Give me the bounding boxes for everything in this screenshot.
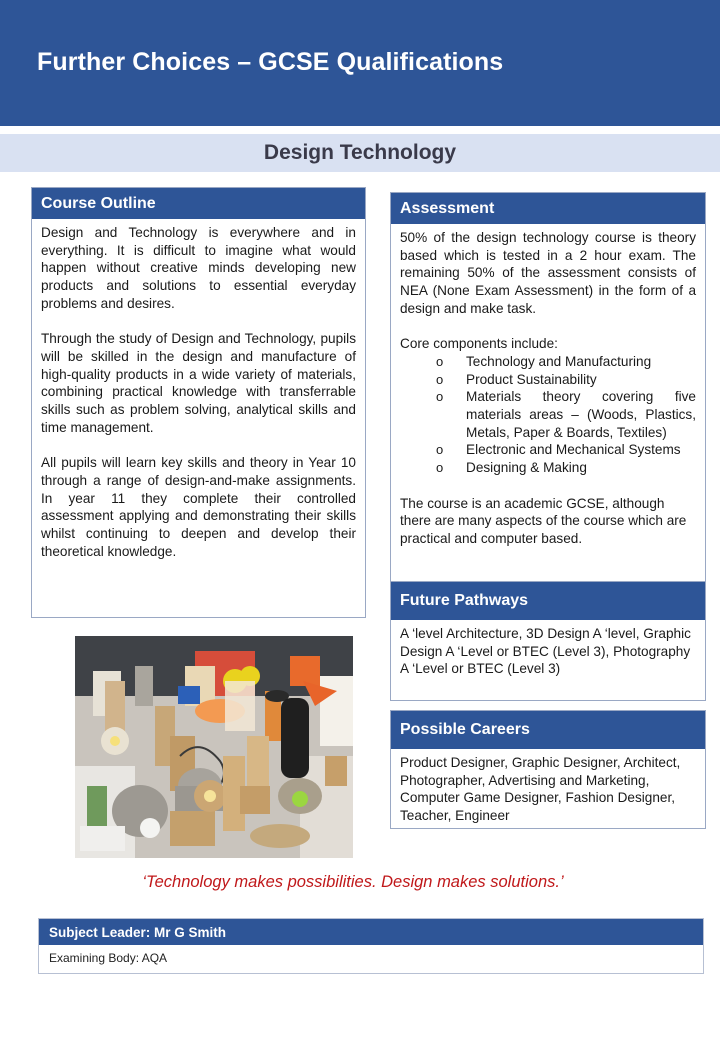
page-header [0, 0, 720, 126]
course-outline-body [32, 219, 365, 566]
future-pathways-title: Future Pathways [391, 582, 705, 620]
core-components-list [400, 353, 696, 477]
course-outline-box [31, 187, 366, 618]
list-item: o Designing & Making [436, 460, 587, 476]
possible-careers-title: Possible Careers [391, 711, 705, 749]
bullet-icon: o [436, 460, 444, 476]
assessment-box [390, 192, 706, 582]
list-item: o Materials theory covering five materials areas – (Woods, Plastics, Metals, Paper & Boards, Textiles) [436, 389, 696, 440]
future-pathways-box [390, 581, 706, 701]
assessment-intro: 50% of the design technology course is theory based which is tested in a 2 hour exam. The remaining 50% of the assessment consists of NEA (None Exam Assessment) in the form of a design and make task. [400, 230, 696, 316]
list-item: o Technology and Manufacturing [436, 353, 652, 369]
course-outline-paragraph: Design and Technology is everywhere and in everything. It is difficult to imagine what would happen without creative minds developing new products and solutions to essential everyday problems and desires. [41, 225, 356, 311]
subject-leader-title: Subject Leader: Mr G Smith [39, 919, 703, 945]
motto-quote: ‘Technology makes possibilities. Design makes solutions.’ [142, 873, 564, 891]
assessment-closing: The course is an academic GCSE, although there are many aspects of the course which are practical and computer based. [400, 495, 687, 546]
page-title: Further Choices – GCSE Qualifications [37, 48, 504, 76]
assessment-body [391, 224, 705, 554]
design-products-photo [75, 636, 353, 858]
course-outline-title: Course Outline [32, 188, 365, 219]
list-item: o Electronic and Mechanical Systems [436, 442, 681, 458]
course-outline-paragraph: All pupils will learn key skills and theory in Year 10 through a range of design-and-make assignments. In year 11 they complete their controlled assessment applying and demonstrating their skills whilst continuing to deepen and develop their theoretical knowledge. [41, 455, 356, 559]
subject-bar [0, 134, 720, 172]
bullet-icon: o [436, 371, 444, 387]
assessment-title: Assessment [391, 193, 705, 224]
possible-careers-box [390, 710, 706, 829]
possible-careers-body: Product Designer, Graphic Designer, Architect, Photographer, Advertising and Marketing, Computer Game Designer, Fashion Designer, Teacher, Engineer [400, 755, 681, 824]
future-pathways-body: A ‘level Architecture, 3D Design A ‘level, Graphic Design A ‘Level or BTEC (Level 3), Photography A ‘Level or BTEC (Level 3) [400, 626, 691, 677]
subject-leader-box [38, 918, 704, 974]
subject-title: Design Technology [263, 141, 457, 164]
bullet-icon: o [436, 442, 444, 458]
core-components-heading: Core components include: [400, 336, 558, 352]
examining-body: Examining Body: AQA [49, 951, 168, 965]
bullet-icon: o [436, 389, 444, 405]
course-outline-paragraph: Through the study of Design and Technology, pupils will be skilled in the design and manufacture of high-quality products in a wide variety of materials, combining practical knowledge with transferrable skills such as problem solving, analytical skills and time management. [41, 331, 356, 435]
bullet-icon: o [436, 353, 444, 369]
list-item: o Product Sustainability [436, 371, 597, 387]
